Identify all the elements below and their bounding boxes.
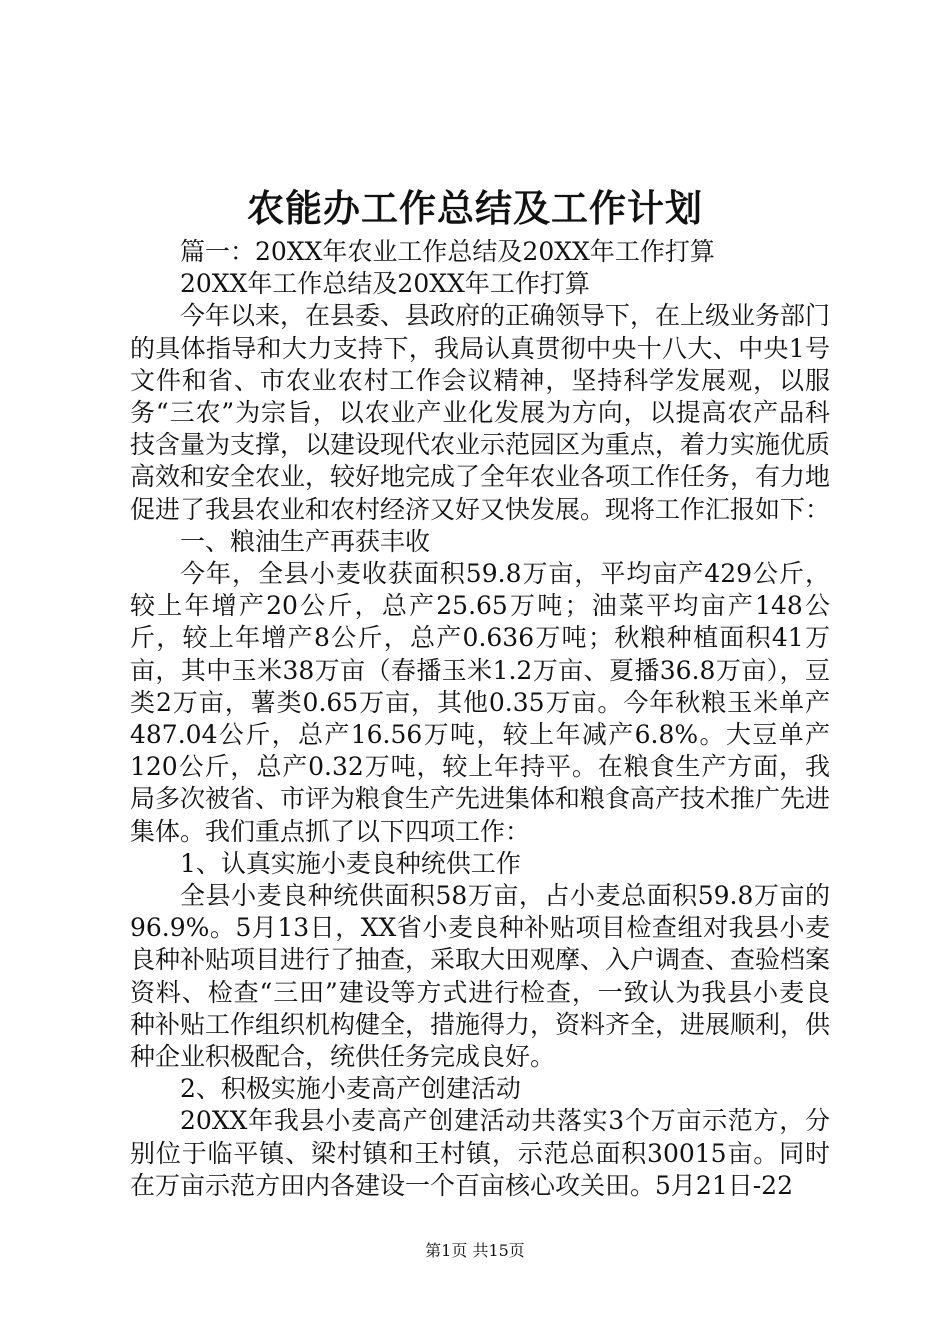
page-number: 第1页 共15页	[425, 1241, 525, 1260]
document-body	[130, 236, 830, 1202]
document-title: 农能办工作总结及工作计划	[247, 186, 703, 230]
section-heading: 篇一：20XX年农业工作总结及20XX年工作打算	[180, 237, 715, 266]
paragraph-intro: 今年以来，在县委、县政府的正确领导下，在上级业务部门的具体指导和大力支持下，我局认真贯彻中央十八大、中央1号文件和省、市农业农村工作会议精神，坚持科学发展观，以服务“三农”为宗旨，以农业产业化发展为方向，以提高农产品科技含量为支撑，以建设现代农业示范园区为重点，着力实施优质高效和安全农业，较好地完成了全年农业各项工作任务，有力地促进了我县农业和农村经济又好又快发展。现将工作汇报如下：	[130, 301, 831, 524]
paragraph-seed-supply: 全县小麦良种统供面积58万亩，占小麦总面积59.8万亩的96.9%。5月13日，XX省小麦良种补贴项目检查组对我县小麦良种补贴项目进行了抽查，采取大田观摩、入户调查、查验档案资料、检查“三田”建设等方式进行检查，一致认为我县小麦良种补贴工作组织机构健全，措施得力，资料齐全，进展顺利，供种企业积极配合，统供任务完成良好。	[130, 881, 831, 1072]
paragraph-high-yield: 20XX年我县小麦高产创建活动共落实3个万亩示范方，分别位于临平镇、梁村镇和王村镇，示范总面积30015亩。同时在万亩示范方田内各建设一个百亩核心攻关田。5月21日-22	[130, 1106, 830, 1200]
paragraph-grain-oil: 今年，全县小麦收获面积59.8万亩，平均亩产429公斤，较上年增产20公斤，总产25.65万吨；油菜平均亩产148公斤，较上年增产8公斤，总产0.636万吨；秋粮种植面积41万亩，其中玉米38万亩（春播玉米1.2万亩、夏播36.8万亩），豆类2万亩，薯类0.65万亩，其他0.35万亩。今年秋粮玉米单产487.04公斤，总产16.56万吨，较上年减产6.8%。大豆单产120公斤，总产0.32万吨，较上年持平。在粮食生产方面，我局多次被省、市评为粮食生产先进集体和粮食高产技术推广先进集体。我们重点抓了以下四项工作：	[130, 559, 831, 846]
heading-grain-oil: 一、粮油生产再获丰收	[180, 526, 431, 556]
subtitle: 20XX年工作总结及20XX年工作打算	[180, 269, 590, 299]
heading-seed-supply: 1、认真实施小麦良种统供工作	[180, 848, 521, 878]
heading-high-yield: 2、积极实施小麦高产创建活动	[180, 1074, 521, 1104]
